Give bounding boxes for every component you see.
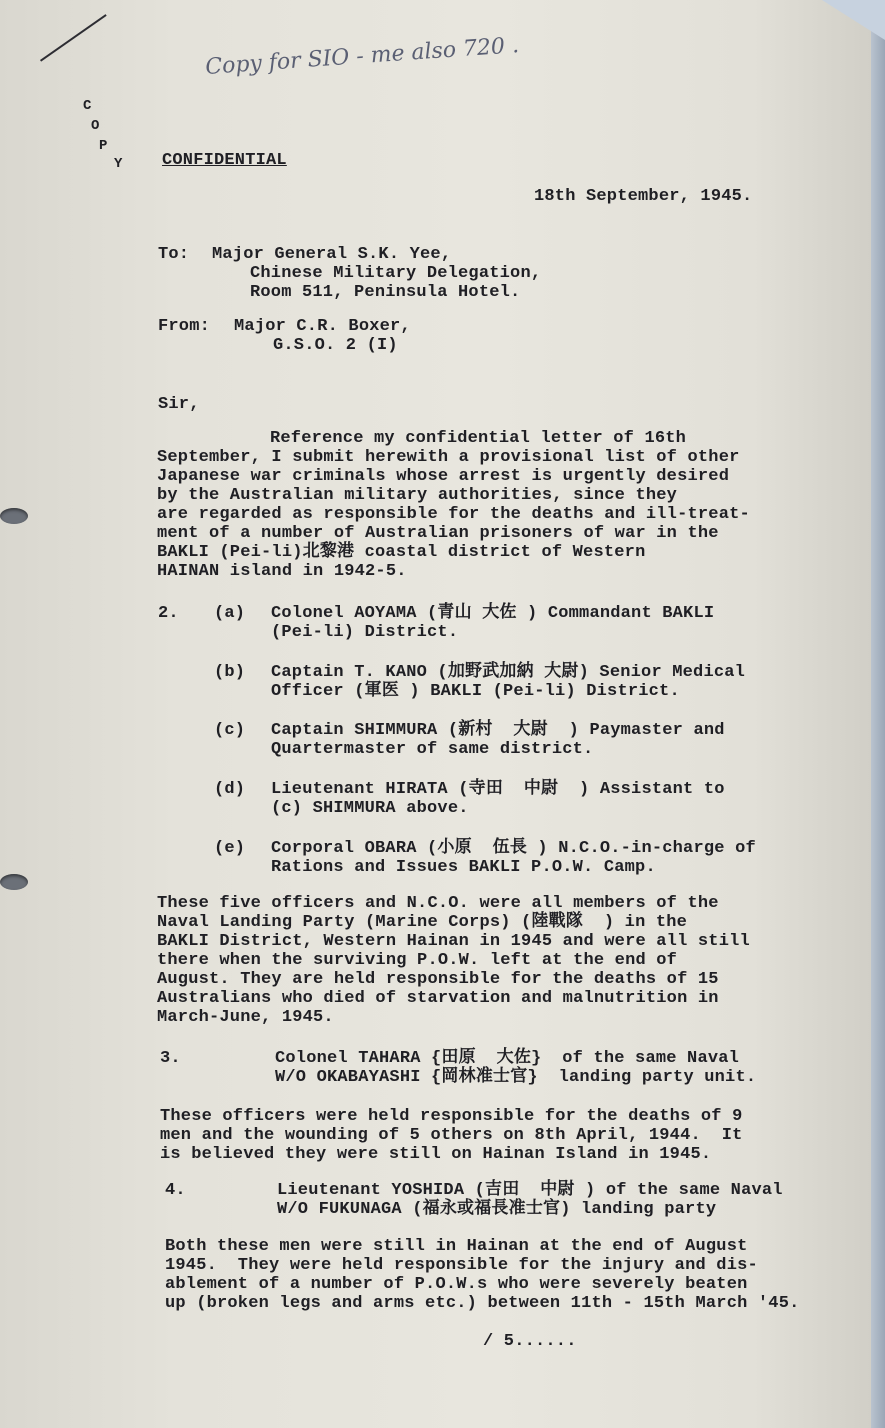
section-4-line: Lieutenant YOSHIDA (吉田 中尉 ) of the same Naval [277, 1181, 783, 1200]
copy-stamp-p: P [99, 138, 108, 154]
para1-line: are regarded as responsible for the deaths and ill-treat- [157, 505, 750, 524]
para4-line: ablement of a number of P.O.W.s who were severely beaten [165, 1275, 748, 1294]
section-4-number: 4. [165, 1181, 186, 1200]
page-continuation: / 5...... [483, 1332, 577, 1351]
para1-line: Reference my confidential letter of 16th [270, 429, 687, 448]
section-3-line: W/O OKABAYASHI {岡林准士官} landing party unit. [275, 1068, 757, 1087]
para2-line: March-June, 1945. [157, 1008, 334, 1027]
to-line-3: Room 511, Peninsula Hotel. [250, 283, 521, 302]
item-c-line: Captain SHIMMURA (新村 大尉 ) Paymaster and [271, 721, 725, 740]
section-2-number: 2. [158, 604, 179, 623]
fold-mark [40, 14, 141, 111]
punch-hole-icon [0, 508, 28, 524]
item-d-line: Lieutenant HIRATA (寺田 中尉 ) Assistant to [271, 780, 725, 799]
para3-line: is believed they were still on Hainan Island in 1945. [160, 1145, 712, 1164]
item-e-key: (e) [214, 839, 246, 858]
item-e-line: Rations and Issues BAKLI P.O.W. Camp. [271, 858, 656, 877]
from-label: From: [158, 317, 211, 336]
section-3-line: Colonel TAHARA {田原 大佐} of the same Naval [275, 1049, 740, 1068]
copy-stamp-y: Y [114, 156, 123, 172]
para1-line: ment of a number of Australian prisoners of war in the [157, 524, 719, 543]
section-3-number: 3. [160, 1049, 181, 1068]
item-b-line: Officer (軍医 ) BAKLI (Pei-li) District. [271, 682, 680, 701]
item-a-line: Colonel AOYAMA (青山 大佐 ) Commandant BAKLI [271, 604, 715, 623]
copy-stamp-o: O [91, 118, 100, 134]
para1-line: September, I submit herewith a provisional list of other [157, 448, 740, 467]
item-a-line: (Pei-li) District. [271, 623, 459, 642]
para1-line: HAINAN island in 1942-5. [157, 562, 407, 581]
handwritten-annotation: Copy for SIO - me also 720 . [204, 33, 520, 80]
classification-heading: CONFIDENTIAL [162, 151, 287, 170]
para2-line: Australians who died of starvation and malnutrition in [157, 989, 719, 1008]
item-b-key: (b) [214, 663, 246, 682]
item-b-line: Captain T. KANO (加野武加納 大尉) Senior Medical [271, 663, 746, 682]
para2-line: there when the surviving P.O.W. left at the end of [157, 951, 678, 970]
para1-line: by the Australian military authorities, since they [157, 486, 678, 505]
from-line-2: G.S.O. 2 (I) [273, 336, 398, 355]
item-c-key: (c) [214, 721, 246, 740]
para4-line: 1945. They were held responsible for the injury and dis- [165, 1256, 758, 1275]
para2-line: Naval Landing Party (Marine Corps) (陸戰隊 ) in the [157, 913, 688, 932]
to-line-1: Major General S.K. Yee, [212, 245, 452, 264]
item-a-key: (a) [214, 604, 246, 623]
para2-line: BAKLI District, Western Hainan in 1945 and were all still [157, 932, 750, 951]
para4-line: up (broken legs and arms etc.) between 11th - 15th March '45. [165, 1294, 800, 1313]
salutation: Sir, [158, 395, 200, 414]
para2-line: August. They are held responsible for the deaths of 15 [157, 970, 719, 989]
section-4-line: W/O FUKUNAGA (福永或福長准士官) landing party [277, 1200, 717, 1219]
para3-line: men and the wounding of 5 others on 8th April, 1944. It [160, 1126, 743, 1145]
item-d-line: (c) SHIMMURA above. [271, 799, 469, 818]
copy-stamp-c: C [83, 98, 92, 114]
para4-line: Both these men were still in Hainan at the end of August [165, 1237, 748, 1256]
page-edge [871, 0, 885, 1428]
letter-date: 18th September, 1945. [534, 187, 753, 206]
item-e-line: Corporal OBARA (小原 伍長 ) N.C.O.-in-charge of [271, 839, 756, 858]
punch-hole-icon [0, 874, 28, 890]
para3-line: These officers were held responsible for the deaths of 9 [160, 1107, 743, 1126]
to-line-2: Chinese Military Delegation, [250, 264, 542, 283]
from-line-1: Major C.R. Boxer, [234, 317, 411, 336]
para1-line: Japanese war criminals whose arrest is urgently desired [157, 467, 730, 486]
item-d-key: (d) [214, 780, 246, 799]
item-c-line: Quartermaster of same district. [271, 740, 594, 759]
to-label: To: [158, 245, 190, 264]
para1-line: BAKLI (Pei-li)北黎港 coastal district of Western [157, 543, 646, 562]
para2-line: These five officers and N.C.O. were all members of the [157, 894, 719, 913]
